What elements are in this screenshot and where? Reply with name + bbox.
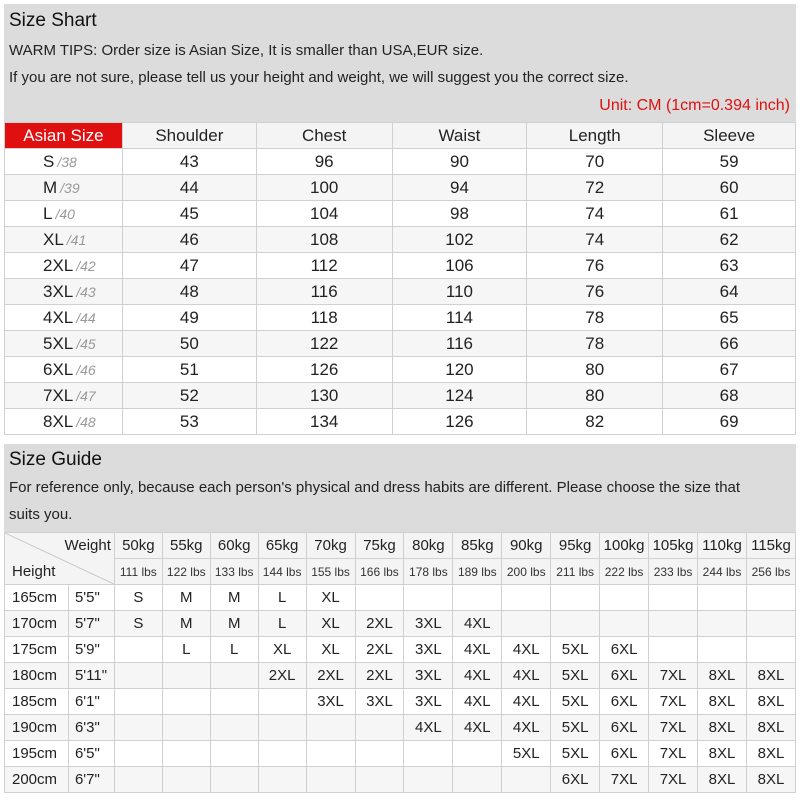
eu-size-label: /44	[76, 309, 96, 326]
recommended-size-cell: L	[210, 637, 258, 663]
recommended-size-cell	[114, 767, 162, 793]
column-header-chest: Chest	[256, 123, 392, 149]
recommended-size-cell: 7XL	[649, 663, 698, 689]
recommended-size-cell: 5XL	[551, 715, 600, 741]
measurement-cell: 60	[663, 175, 796, 201]
weight-kg-cell: 55kg	[162, 533, 210, 559]
measurement-cell: 62	[663, 227, 796, 253]
weight-lbs-cell: 244 lbs	[698, 559, 747, 585]
weight-kg-cell: 90kg	[502, 533, 551, 559]
weight-lbs-row	[5, 559, 796, 585]
recommended-size-cell	[162, 715, 210, 741]
size-chart-table	[4, 122, 796, 435]
measurement-cell: 134	[256, 409, 392, 435]
recommended-size-cell: 3XL	[404, 637, 453, 663]
recommended-size-cell: 4XL	[453, 689, 502, 715]
recommended-size-cell	[210, 767, 258, 793]
recommended-size-cell	[698, 637, 747, 663]
measurement-cell: 124	[392, 383, 527, 409]
height-cm-cell: 180cm	[5, 663, 69, 689]
size-guide-table	[4, 532, 796, 793]
recommended-size-cell: 5XL	[551, 663, 600, 689]
recommended-size-cell: 6XL	[551, 767, 600, 793]
measurement-cell: 118	[256, 305, 392, 331]
recommended-size-cell	[502, 767, 551, 793]
recommended-size-cell: 8XL	[746, 663, 795, 689]
recommended-size-cell	[453, 767, 502, 793]
height-row	[5, 637, 796, 663]
recommended-size-cell: S	[114, 611, 162, 637]
height-ft-cell: 5'5"	[68, 585, 114, 611]
recommended-size-cell: 6XL	[600, 663, 649, 689]
recommended-size-cell: 6XL	[600, 715, 649, 741]
column-header-sleeve: Sleeve	[663, 123, 796, 149]
recommended-size-cell	[114, 741, 162, 767]
recommended-size-cell	[306, 715, 355, 741]
eu-size-label: /46	[76, 361, 96, 378]
recommended-size-cell	[551, 585, 600, 611]
eu-size-label: /47	[76, 387, 96, 404]
measurement-cell: 116	[392, 331, 527, 357]
height-ft-cell: 5'9"	[68, 637, 114, 663]
recommended-size-cell: XL	[306, 637, 355, 663]
size-cell	[5, 253, 123, 279]
recommended-size-cell: 8XL	[698, 689, 747, 715]
unit-note: Unit: CM (1cm=0.394 inch)	[599, 97, 790, 114]
height-row	[5, 689, 796, 715]
measurement-cell: 80	[527, 383, 663, 409]
measurement-cell: 76	[527, 279, 663, 305]
recommended-size-cell: M	[210, 585, 258, 611]
recommended-size-cell	[210, 689, 258, 715]
size-guide-note-line-2: suits you.	[9, 506, 73, 523]
recommended-size-cell	[600, 585, 649, 611]
measurement-cell: 96	[256, 149, 392, 175]
measurement-cell: 116	[256, 279, 392, 305]
height-cm-cell: 190cm	[5, 715, 69, 741]
weight-lbs-cell: 200 lbs	[502, 559, 551, 585]
measurement-cell: 68	[663, 383, 796, 409]
recommended-size-cell: 8XL	[698, 767, 747, 793]
height-ft-cell: 6'3"	[68, 715, 114, 741]
height-row	[5, 585, 796, 611]
weight-lbs-cell: 178 lbs	[404, 559, 453, 585]
recommended-size-cell: 7XL	[649, 715, 698, 741]
height-row	[5, 767, 796, 793]
height-cm-cell: 170cm	[5, 611, 69, 637]
recommended-size-cell: 8XL	[698, 741, 747, 767]
measurement-cell: 100	[256, 175, 392, 201]
recommended-size-cell	[258, 741, 306, 767]
measurement-cell: 64	[663, 279, 796, 305]
recommended-size-cell	[258, 767, 306, 793]
recommended-size-cell: 8XL	[746, 741, 795, 767]
measurement-cell: 44	[122, 175, 256, 201]
size-cell	[5, 409, 123, 435]
recommended-size-cell: 6XL	[600, 689, 649, 715]
measurement-cell: 74	[527, 227, 663, 253]
measurement-cell: 46	[122, 227, 256, 253]
measurement-cell: 48	[122, 279, 256, 305]
size-cell	[5, 201, 123, 227]
recommended-size-cell: 7XL	[649, 741, 698, 767]
recommended-size-cell	[404, 741, 453, 767]
recommended-size-cell	[404, 585, 453, 611]
size-cell	[5, 357, 123, 383]
measurement-cell: 110	[392, 279, 527, 305]
recommended-size-cell	[114, 663, 162, 689]
eu-size-label: /45	[76, 335, 96, 352]
size-chart-row	[5, 149, 796, 175]
height-cm-cell: 165cm	[5, 585, 69, 611]
recommended-size-cell	[746, 637, 795, 663]
recommended-size-cell	[355, 741, 404, 767]
weight-kg-cell: 70kg	[306, 533, 355, 559]
measurement-cell: 47	[122, 253, 256, 279]
size-guide-note-line-1: For reference only, because each person's physical and dress habits are different. Please choose the size that	[9, 479, 741, 496]
recommended-size-cell	[210, 663, 258, 689]
recommended-size-cell: 5XL	[502, 741, 551, 767]
eu-size-label: /41	[66, 231, 87, 248]
asian-size-label: XL	[43, 229, 64, 249]
weight-lbs-cell: 256 lbs	[746, 559, 795, 585]
recommended-size-cell: 4XL	[453, 715, 502, 741]
height-cm-cell: 185cm	[5, 689, 69, 715]
weight-lbs-cell: 189 lbs	[453, 559, 502, 585]
asian-size-label: M	[43, 177, 58, 197]
size-chart-row	[5, 227, 796, 253]
recommended-size-cell: 4XL	[453, 663, 502, 689]
weight-lbs-cell: 222 lbs	[600, 559, 649, 585]
weight-lbs-cell: 122 lbs	[162, 559, 210, 585]
weight-kg-cell: 115kg	[746, 533, 795, 559]
measurement-cell: 112	[256, 253, 392, 279]
size-guide-title: Size Guide	[9, 449, 102, 470]
weight-kg-cell: 110kg	[698, 533, 747, 559]
recommended-size-cell: 5XL	[551, 741, 600, 767]
size-chart-row	[5, 409, 796, 435]
recommended-size-cell	[698, 611, 747, 637]
weight-kg-cell: 80kg	[404, 533, 453, 559]
height-ft-cell: 5'7"	[68, 611, 114, 637]
weight-label: Weight	[64, 537, 111, 554]
weight-lbs-cell: 155 lbs	[306, 559, 355, 585]
column-header-shoulder: Shoulder	[122, 123, 256, 149]
asian-size-label: 3XL	[43, 281, 74, 301]
recommended-size-cell: 3XL	[355, 689, 404, 715]
height-cm-cell: 195cm	[5, 741, 69, 767]
measurement-cell: 50	[122, 331, 256, 357]
size-chart-row	[5, 383, 796, 409]
eu-size-label: /48	[76, 413, 96, 430]
recommended-size-cell	[600, 611, 649, 637]
recommended-size-cell: 2XL	[258, 663, 306, 689]
weight-kg-cell: 75kg	[355, 533, 404, 559]
size-cell	[5, 305, 123, 331]
recommended-size-cell	[306, 767, 355, 793]
recommended-size-cell	[258, 715, 306, 741]
recommended-size-cell: 2XL	[355, 637, 404, 663]
recommended-size-cell	[114, 715, 162, 741]
measurement-cell: 69	[663, 409, 796, 435]
recommended-size-cell	[649, 637, 698, 663]
weight-lbs-cell: 166 lbs	[355, 559, 404, 585]
weight-kg-cell: 105kg	[649, 533, 698, 559]
recommended-size-cell	[114, 637, 162, 663]
measurement-cell: 130	[256, 383, 392, 409]
eu-size-label: /40	[55, 205, 75, 222]
asian-size-label: 4XL	[43, 307, 74, 327]
recommended-size-cell: 4XL	[453, 611, 502, 637]
measurement-cell: 106	[392, 253, 527, 279]
asian-size-label: S	[43, 151, 55, 171]
size-chart-row	[5, 279, 796, 305]
recommended-size-cell	[162, 767, 210, 793]
measurement-cell: 49	[122, 305, 256, 331]
recommended-size-cell: 3XL	[404, 611, 453, 637]
measurement-cell: 74	[527, 201, 663, 227]
recommended-size-cell	[746, 585, 795, 611]
asian-size-label: 2XL	[43, 255, 74, 275]
recommended-size-cell	[649, 611, 698, 637]
size-cell	[5, 279, 123, 305]
weight-lbs-cell: 133 lbs	[210, 559, 258, 585]
size-chart-row	[5, 253, 796, 279]
recommended-size-cell: M	[210, 611, 258, 637]
size-chart-row	[5, 201, 796, 227]
recommended-size-cell: 4XL	[502, 637, 551, 663]
recommended-size-cell: 7XL	[649, 689, 698, 715]
measurement-cell: 45	[122, 201, 256, 227]
recommended-size-cell: 8XL	[746, 715, 795, 741]
measurement-cell: 122	[256, 331, 392, 357]
measurement-cell: 126	[392, 409, 527, 435]
recommended-size-cell: 6XL	[600, 637, 649, 663]
recommended-size-cell: L	[258, 611, 306, 637]
eu-size-label: /39	[60, 179, 80, 196]
recommended-size-cell: M	[162, 585, 210, 611]
height-row	[5, 663, 796, 689]
recommended-size-cell: L	[162, 637, 210, 663]
recommended-size-cell	[746, 611, 795, 637]
size-chart-row	[5, 305, 796, 331]
recommended-size-cell: 3XL	[404, 689, 453, 715]
measurement-cell: 43	[122, 149, 256, 175]
height-ft-cell: 6'7"	[68, 767, 114, 793]
weight-kg-cell: 60kg	[210, 533, 258, 559]
recommended-size-cell	[649, 585, 698, 611]
measurement-cell: 65	[663, 305, 796, 331]
recommended-size-cell	[355, 585, 404, 611]
height-ft-cell: 6'5"	[68, 741, 114, 767]
measurement-cell: 80	[527, 357, 663, 383]
height-row	[5, 741, 796, 767]
recommended-size-cell: XL	[306, 585, 355, 611]
recommended-size-cell	[162, 741, 210, 767]
measurement-cell: 72	[527, 175, 663, 201]
measurement-cell: 61	[663, 201, 796, 227]
size-chart-header-panel	[4, 4, 796, 122]
asian-size-label: 5XL	[43, 333, 74, 353]
asian-size-label: 7XL	[43, 385, 74, 405]
recommended-size-cell	[355, 715, 404, 741]
measurement-cell: 98	[392, 201, 527, 227]
weight-kg-cell: 100kg	[600, 533, 649, 559]
height-cm-cell: 200cm	[5, 767, 69, 793]
recommended-size-cell: 2XL	[355, 663, 404, 689]
weight-lbs-cell: 144 lbs	[258, 559, 306, 585]
recommended-size-cell: 4XL	[502, 689, 551, 715]
recommended-size-cell: 3XL	[306, 689, 355, 715]
height-row	[5, 715, 796, 741]
recommended-size-cell: L	[258, 585, 306, 611]
measurement-cell: 52	[122, 383, 256, 409]
weight-kg-cell: 50kg	[114, 533, 162, 559]
weight-lbs-cell: 233 lbs	[649, 559, 698, 585]
recommended-size-cell: 3XL	[404, 663, 453, 689]
recommended-size-cell: 6XL	[600, 741, 649, 767]
height-label: Height	[12, 563, 56, 580]
recommended-size-cell	[453, 585, 502, 611]
recommended-size-cell	[114, 689, 162, 715]
measurement-cell: 126	[256, 357, 392, 383]
asian-size-label: 8XL	[43, 411, 74, 431]
size-cell	[5, 331, 123, 357]
measurement-cell: 104	[256, 201, 392, 227]
measurement-cell: 51	[122, 357, 256, 383]
recommended-size-cell	[306, 741, 355, 767]
recommended-size-cell	[698, 585, 747, 611]
recommended-size-cell: 5XL	[551, 689, 600, 715]
height-row	[5, 611, 796, 637]
measurement-cell: 53	[122, 409, 256, 435]
size-chart-title: Size Shart	[9, 10, 97, 31]
recommended-size-cell: 7XL	[649, 767, 698, 793]
column-header-waist: Waist	[392, 123, 527, 149]
recommended-size-cell	[162, 663, 210, 689]
size-cell	[5, 175, 123, 201]
weight-kg-cell: 85kg	[453, 533, 502, 559]
measurement-cell: 70	[527, 149, 663, 175]
recommended-size-cell: 4XL	[502, 715, 551, 741]
measurement-cell: 102	[392, 227, 527, 253]
size-chart-row	[5, 175, 796, 201]
size-cell	[5, 383, 123, 409]
measurement-cell: 82	[527, 409, 663, 435]
measurement-cell: 63	[663, 253, 796, 279]
recommended-size-cell: 8XL	[746, 767, 795, 793]
size-chart-row	[5, 357, 796, 383]
recommended-size-cell	[162, 689, 210, 715]
weight-kg-row	[5, 533, 796, 559]
measurement-cell: 90	[392, 149, 527, 175]
eu-size-label: /38	[57, 153, 77, 170]
recommended-size-cell: 7XL	[600, 767, 649, 793]
height-ft-cell: 6'1"	[68, 689, 114, 715]
recommended-size-cell: 2XL	[355, 611, 404, 637]
height-cm-cell: 175cm	[5, 637, 69, 663]
warm-tips-line-2: If you are not sure, please tell us your height and weight, we will suggest you the correct size.	[9, 69, 629, 86]
recommended-size-cell: 5XL	[551, 637, 600, 663]
weight-kg-cell: 95kg	[551, 533, 600, 559]
measurement-cell: 108	[256, 227, 392, 253]
asian-size-label: 6XL	[43, 359, 74, 379]
recommended-size-cell: 2XL	[306, 663, 355, 689]
recommended-size-cell: XL	[258, 637, 306, 663]
recommended-size-cell: 4XL	[502, 663, 551, 689]
recommended-size-cell: 8XL	[698, 715, 747, 741]
recommended-size-cell	[453, 741, 502, 767]
measurement-cell: 66	[663, 331, 796, 357]
height-ft-cell: 5'11"	[68, 663, 114, 689]
recommended-size-cell	[355, 767, 404, 793]
weight-kg-cell: 65kg	[258, 533, 306, 559]
recommended-size-cell	[210, 741, 258, 767]
measurement-cell: 114	[392, 305, 527, 331]
asian-size-label: L	[43, 203, 53, 223]
recommended-size-cell	[258, 689, 306, 715]
eu-size-label: /42	[76, 257, 96, 274]
recommended-size-cell: XL	[306, 611, 355, 637]
size-chart-header-row	[5, 123, 796, 149]
size-cell	[5, 149, 123, 175]
warm-tips-line-1: WARM TIPS: Order size is Asian Size, It is smaller than USA,EUR size.	[9, 42, 484, 59]
size-cell	[5, 227, 123, 253]
recommended-size-cell: M	[162, 611, 210, 637]
eu-size-label: /43	[76, 283, 96, 300]
recommended-size-cell: 4XL	[453, 637, 502, 663]
weight-lbs-cell: 211 lbs	[551, 559, 600, 585]
weight-lbs-cell: 111 lbs	[114, 559, 162, 585]
recommended-size-cell: 8XL	[746, 689, 795, 715]
measurement-cell: 78	[527, 305, 663, 331]
recommended-size-cell	[404, 767, 453, 793]
measurement-cell: 76	[527, 253, 663, 279]
column-header-asian-size: Asian Size	[5, 123, 123, 149]
size-guide-header-panel	[4, 444, 796, 532]
recommended-size-cell: 4XL	[404, 715, 453, 741]
recommended-size-cell	[502, 611, 551, 637]
column-header-length: Length	[527, 123, 663, 149]
recommended-size-cell	[551, 611, 600, 637]
recommended-size-cell: S	[114, 585, 162, 611]
recommended-size-cell	[502, 585, 551, 611]
measurement-cell: 59	[663, 149, 796, 175]
measurement-cell: 67	[663, 357, 796, 383]
size-chart-row	[5, 331, 796, 357]
measurement-cell: 120	[392, 357, 527, 383]
recommended-size-cell: 8XL	[698, 663, 747, 689]
measurement-cell: 78	[527, 331, 663, 357]
weight-height-corner	[5, 533, 115, 585]
measurement-cell: 94	[392, 175, 527, 201]
recommended-size-cell	[210, 715, 258, 741]
